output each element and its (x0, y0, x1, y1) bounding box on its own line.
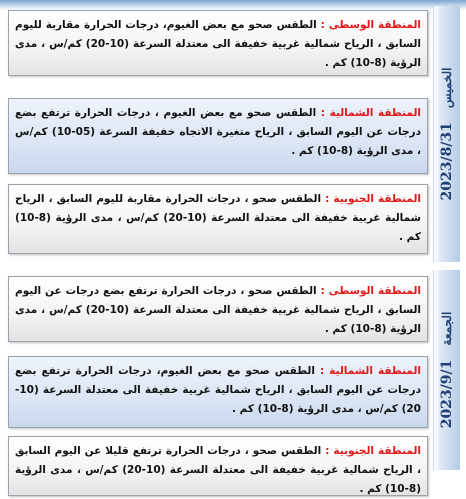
region-card-south (8, 184, 428, 254)
region-card-central (8, 10, 428, 76)
region-card-north (8, 98, 428, 174)
region-name: المنطقة الشمالية : (319, 365, 421, 377)
forecast-date: 2023/9/1 (439, 359, 455, 429)
day-side-banner (433, 270, 460, 470)
region-name: المنطقة الشمالية : (320, 107, 421, 119)
day-side-banner (433, 6, 460, 262)
forecast-day-name: الجمعة (440, 311, 454, 346)
region-name: المنطقة الوسطى : (320, 285, 421, 297)
region-forecast-text: الطقس صحو مع بعض الغيوم، درجات الحرارة مقاربة لليوم السابق ، الرياح شمالية غربية خفيفة الى معتدلة السرعة (10-20) كم/س ، مدى الرؤية (8-10) كم . (15, 19, 422, 69)
region-card-central (8, 276, 428, 342)
forecast-date: 2023/8/31 (439, 122, 455, 201)
day-date-label (439, 67, 455, 200)
forecast-day-thursday (8, 6, 460, 262)
forecast-day-name: الخميس (440, 67, 454, 109)
forecast-day-friday (8, 270, 460, 495)
region-name: المنطقة الوسطى : (320, 19, 421, 31)
region-name: المنطقة الجنوبية : (325, 445, 421, 457)
region-forecast-text: الطقس صحو ، درجات الحرارة ترتفع قليلا عن اليوم السابق ، الرياح شمالية غربية خفيفة الى معتدلة السرعة (10-20) كم/س ، مدى الرؤية (8-10) كم . (15, 445, 421, 495)
region-forecast-text: الطقس صحو ، درجات الحرارة مقاربة لليوم السابق ، الرياح شمالية غربية خفيفة الى معتدلة السرعة (10-20) كم/س ، مدى الرؤية (8-10) كم . (15, 193, 421, 243)
region-forecast-text: الطقس صحو مع بعض الغيوم ، درجات الحرارة ترتفع بضع درجات عن اليوم السابق ، الرياح متغيرة الاتجاه خفيفة السرعة (05-10) كم/س ، مدى الرؤية (8-10) كم . (15, 107, 421, 157)
region-card-south (8, 436, 428, 496)
region-card-north (8, 356, 428, 428)
region-name: المنطقة الجنوبية : (325, 193, 421, 205)
day-date-label (439, 312, 455, 429)
region-forecast-text: الطقس صحو ، درجات الحرارة ترتفع بضع درجات عن اليوم السابق ، الرياح شمالية غربية خفيفة الى معتدلة السرعة (10-20) كم/س ، مدى الرؤية (8-10) كم . (15, 285, 422, 335)
region-forecast-text: الطقس صحو مع بعض الغيوم، درجات الحرارة ترتفع بضع درجات عن اليوم السابق ، الرياح شمالية غربية خفيفة الى معتدلة السرعة (10-20) كم/س ، مدى الرؤية (8-10) كم . (15, 365, 421, 415)
